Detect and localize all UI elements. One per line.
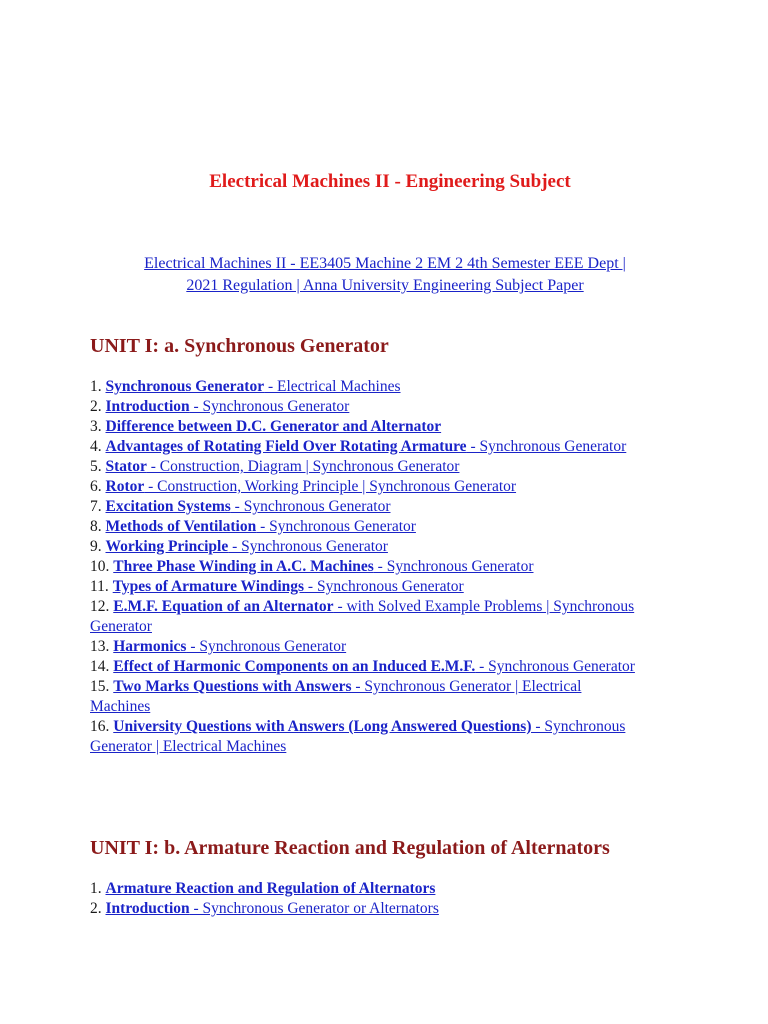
topic-link[interactable] (90, 678, 581, 715)
topic-link-subtitle[interactable]: - Synchronous Generator | Electrical Machines (90, 718, 626, 755)
topic-link-title[interactable]: Methods of Ventilation (105, 518, 257, 535)
topic-link[interactable] (106, 478, 517, 495)
topic-number: 2. (90, 900, 102, 917)
topic-link-title[interactable]: Three Phase Winding in A.C. Machines (113, 558, 374, 575)
topic-list-item (90, 899, 635, 919)
topic-list-item (90, 637, 635, 657)
topic-link-title[interactable]: Excitation Systems (105, 498, 231, 515)
topic-link[interactable] (106, 398, 350, 415)
topic-link[interactable] (90, 598, 634, 635)
topic-link-subtitle[interactable]: - Synchronous Generator (373, 558, 534, 575)
topic-list-item (90, 537, 635, 557)
unit-heading-1a: UNIT I: a. Synchronous Generator (90, 335, 389, 357)
topic-link[interactable] (113, 638, 346, 655)
topic-link-title[interactable]: Two Marks Questions with Answers (113, 678, 352, 695)
topic-link-title[interactable]: Types of Armature Windings (112, 578, 305, 595)
topic-link-subtitle[interactable]: - Synchronous Generator (466, 438, 627, 455)
topic-number: 16. (90, 718, 110, 735)
subject-paper-link[interactable] (90, 253, 680, 297)
topic-link[interactable] (106, 438, 627, 455)
topic-number: 7. (90, 498, 102, 515)
topic-link-subtitle[interactable]: - Construction, Working Principle | Synchronous Generator (144, 478, 517, 495)
subject-paper-link-line2[interactable]: 2021 Regulation | Anna University Engineering Subject Paper (186, 277, 584, 294)
topic-link[interactable] (106, 418, 442, 435)
topic-link-subtitle[interactable]: - Synchronous Generator (186, 638, 347, 655)
page-title: Electrical Machines II - Engineering Subject (209, 171, 571, 192)
unit-1a-topic-list (90, 377, 635, 757)
topic-link-subtitle[interactable]: - Synchronous Generator (475, 658, 635, 675)
topic-number: 13. (90, 638, 110, 655)
topic-link-title[interactable]: Introduction (105, 900, 190, 917)
topic-link[interactable] (106, 900, 439, 917)
topic-link-title[interactable]: University Questions with Answers (Long Answered Questions) (113, 718, 532, 735)
topic-link[interactable] (106, 518, 416, 535)
topic-number: 3. (90, 418, 102, 435)
topic-link-subtitle[interactable]: - Construction, Diagram | Synchronous Generator (146, 458, 460, 475)
topic-number: 4. (90, 438, 102, 455)
topic-list-item (90, 417, 635, 437)
topic-link-subtitle[interactable]: - Synchronous Generator (189, 398, 350, 415)
topic-link-title[interactable]: Difference between D.C. Generator and Alternator (105, 418, 442, 435)
topic-link-title[interactable]: E.M.F. Equation of an Alternator (113, 598, 334, 615)
topic-link[interactable] (106, 498, 391, 515)
topic-link-subtitle[interactable]: - with Solved Example Problems | Synchronous Generator (90, 598, 635, 635)
topic-list-item (90, 577, 635, 597)
topic-link-title[interactable]: Working Principle (105, 538, 229, 555)
topic-link[interactable] (106, 538, 388, 555)
topic-link-title[interactable]: Stator (105, 458, 147, 475)
topic-list-item (90, 397, 635, 417)
topic-number: 1. (90, 880, 102, 897)
topic-list-item (90, 657, 635, 677)
topic-list-item (90, 377, 635, 397)
unit-1b-topic-list (90, 879, 635, 919)
topic-link-title[interactable]: Effect of Harmonic Components on an Induced E.M.F. (113, 658, 476, 675)
topic-list-item (90, 557, 635, 577)
topic-number: 15. (90, 678, 110, 695)
topic-number: 8. (90, 518, 102, 535)
topic-link[interactable] (106, 458, 460, 475)
topic-link[interactable] (106, 880, 436, 897)
topic-link[interactable] (113, 658, 635, 675)
topic-link-subtitle[interactable]: - Synchronous Generator (256, 518, 416, 535)
topic-list-item (90, 717, 635, 757)
topic-number: 11. (90, 578, 109, 595)
topic-link[interactable] (106, 378, 401, 395)
topic-link-subtitle[interactable]: - Synchronous Generator or Alternators (189, 900, 439, 917)
topic-list-item (90, 597, 635, 637)
topic-number: 10. (90, 558, 110, 575)
topic-link[interactable] (113, 578, 464, 595)
topic-list-item (90, 879, 635, 899)
topic-link-title[interactable]: Rotor (105, 478, 145, 495)
topic-list-item (90, 477, 635, 497)
topic-link-title[interactable]: Armature Reaction and Regulation of Alternators (105, 880, 436, 897)
topic-number: 14. (90, 658, 110, 675)
topic-list-item (90, 437, 635, 457)
topic-list-item (90, 497, 635, 517)
topic-link-title[interactable]: Harmonics (113, 638, 187, 655)
topic-number: 1. (90, 378, 102, 395)
topic-number: 5. (90, 458, 102, 475)
topic-link-subtitle[interactable]: - Electrical Machines (264, 378, 401, 395)
topic-number: 12. (90, 598, 110, 615)
topic-link-title[interactable]: Synchronous Generator (105, 378, 265, 395)
topic-link-subtitle[interactable]: - Synchronous Generator (228, 538, 388, 555)
topic-number: 9. (90, 538, 102, 555)
topic-number: 6. (90, 478, 102, 495)
topic-link-title[interactable]: Advantages of Rotating Field Over Rotating Armature (105, 438, 467, 455)
topic-link-subtitle[interactable]: - Synchronous Generator | Electrical Machines (90, 678, 582, 715)
topic-link[interactable] (113, 558, 533, 575)
topic-list-item (90, 677, 635, 717)
topic-link-subtitle[interactable]: - Synchronous Generator (304, 578, 464, 595)
topic-number: 2. (90, 398, 102, 415)
topic-link-title[interactable]: Introduction (105, 398, 190, 415)
topic-list-item (90, 457, 635, 477)
topic-link-subtitle[interactable]: - Synchronous Generator (230, 498, 391, 515)
unit-heading-1b: UNIT I: b. Armature Reaction and Regulation of Alternators (90, 837, 610, 859)
topic-list-item (90, 517, 635, 537)
subject-paper-link-line1[interactable]: Electrical Machines II - EE3405 Machine 2 EM 2 4th Semester EEE Dept | (144, 255, 626, 272)
topic-link[interactable] (90, 718, 625, 755)
